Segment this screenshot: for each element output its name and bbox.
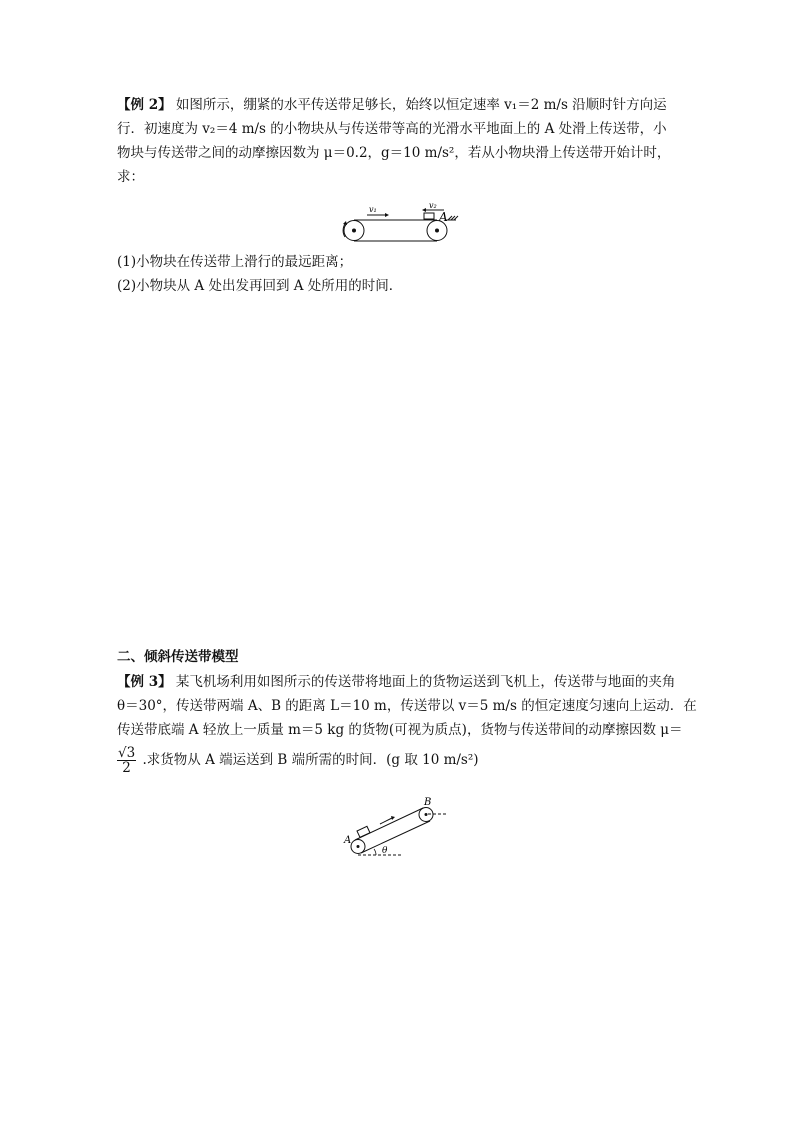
example3-last-line: .求货物从 A 端运送到 B 端所需的时间．(g 取 10 m/s²) xyxy=(142,752,479,768)
example3-line-2: θ＝30°，传送带两端 A、B 的距离 L＝10 m，传送带以 v＝5 m/s 的恒定速度匀速向上运动．在 xyxy=(117,698,697,714)
example3-tag: 【例 3】 xyxy=(117,674,172,690)
horizontal-conveyor-figure xyxy=(334,200,464,246)
example3-text xyxy=(117,670,697,776)
label-v2: v₂ xyxy=(429,201,437,210)
example2-line-4: 求： xyxy=(117,169,144,185)
question-2: (2)小物块从 A 处出发再回到 A 处所用的时间． xyxy=(117,278,403,294)
example2-questions xyxy=(117,250,679,298)
inclined-conveyor-figure xyxy=(340,795,450,865)
section2-heading: 二、倾斜传送带模型 xyxy=(117,649,239,665)
mu-fraction xyxy=(117,746,136,775)
example3-line-1 xyxy=(117,670,679,694)
example3-line-3: 传送带底端 A 轻放上一质量 m＝5 kg 的货物(可视为质点)，货物与传送带间的动摩擦因数 μ＝ xyxy=(117,722,683,738)
label-v1: v₁ xyxy=(369,205,377,214)
example2-tag: 【例 2】 xyxy=(117,97,172,113)
label-B: B xyxy=(424,797,432,808)
example2-line-1 xyxy=(117,93,679,117)
question-1: (1)小物块在传送带上滑行的最远距离； xyxy=(117,254,353,270)
example2-text xyxy=(117,93,679,189)
cargo-box-icon xyxy=(357,826,370,837)
example2-line-1-text: 如图所示，绷紧的水平传送带足够长，始终以恒定速率 v₁＝2 m/s 沿顺时针方向运 xyxy=(175,97,667,113)
example3-line-1-text: 某飞机场利用如图所示的传送带将地面上的货物运送到飞机上，传送带与地面的夹角 xyxy=(175,674,676,690)
label-A-inclined: A xyxy=(344,835,352,846)
block-icon xyxy=(424,213,434,219)
example3-line-4 xyxy=(117,746,679,775)
example2-line-3: 物块与传送带之间的动摩擦因数为 μ＝0.2，g＝10 m/s²，若从小物块滑上传送带开始计时， xyxy=(117,145,671,161)
example2-line-2: 行．初速度为 v₂＝4 m/s 的小物块从与传送带等高的光滑水平地面上的 A 处滑上传送带，小 xyxy=(117,121,667,137)
fraction-denominator: 2 xyxy=(122,760,131,776)
fraction-numerator: √3 xyxy=(118,745,136,761)
label-theta: θ xyxy=(382,846,388,856)
label-A-horizontal: A xyxy=(439,210,448,224)
